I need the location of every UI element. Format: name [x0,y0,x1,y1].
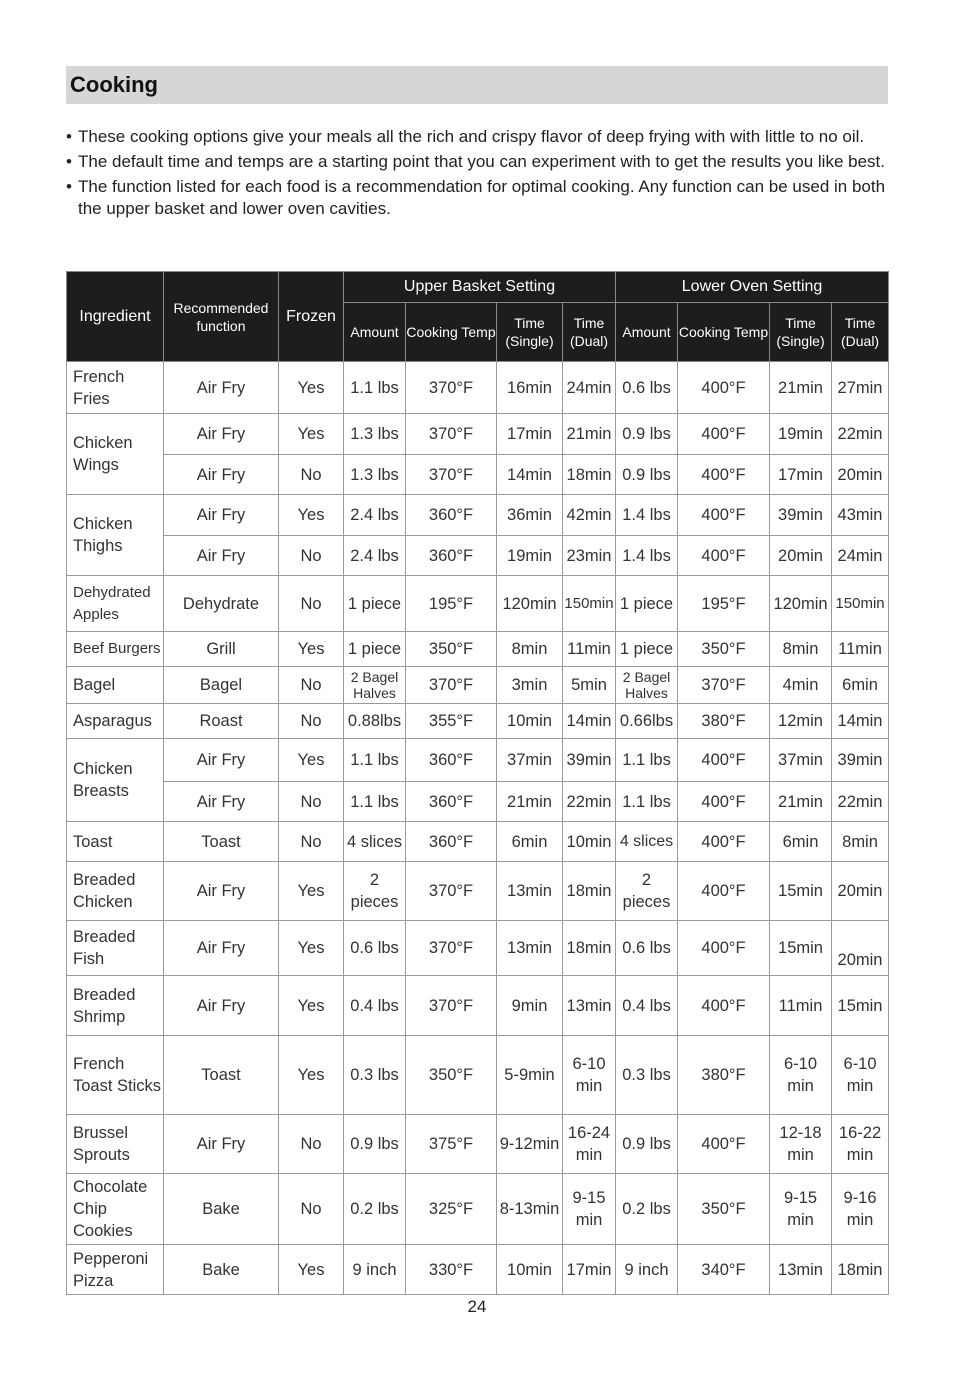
cell-upper-time-dual: 10min [563,822,616,862]
cell-upper-time-dual: 42min [563,495,616,536]
cell-lower-amount: 0.6 lbs [616,362,678,414]
cell-lower-amount: 1.1 lbs [616,782,678,822]
cell-lower-temp: 400°F [678,782,770,822]
cell-upper-time-single: 6min [497,822,563,862]
cell-upper-time-single: 5-9min [497,1036,563,1115]
cell-frozen: No [279,822,344,862]
cell-lower-amount: 1.1 lbs [616,739,678,782]
cell-lower-temp: 400°F [678,536,770,576]
cell-lower-time-single: 19min [770,414,832,455]
cell-function: Bagel [164,667,279,704]
cell-lower-time-dual: 43min [832,495,889,536]
cell-lower-time-single: 15min [770,921,832,976]
cell-function: Air Fry [164,1115,279,1174]
table-row [67,667,889,704]
cell-upper-amount: 0.3 lbs [344,1036,406,1115]
table-row [67,704,889,739]
header-upper-temp: Cooking Temp [406,303,497,362]
cell-upper-time-dual: 9-15 min [563,1174,616,1245]
bullet-item: • The function listed for each food is a recommendation for optimal cooking. Any function can be used in both the upper basket and lower oven cavities. [66,176,896,220]
cell-upper-temp: 360°F [406,782,497,822]
cell-lower-amount: 4 slices [616,822,678,862]
header-lower-temp: Cooking Temp [678,303,770,362]
cell-upper-amount: 0.6 lbs [344,921,406,976]
cell-lower-time-single: 6-10 min [770,1036,832,1115]
cell-lower-time-single: 9-15 min [770,1174,832,1245]
cell-lower-time-dual: 22min [832,414,889,455]
header-frozen: Frozen [279,272,344,362]
cell-upper-time-dual: 18min [563,862,616,921]
cell-frozen: No [279,704,344,739]
cell-lower-time-single: 6min [770,822,832,862]
cell-function: Toast [164,822,279,862]
cell-lower-temp: 195°F [678,576,770,632]
cell-upper-amount: 1.1 lbs [344,782,406,822]
cell-lower-amount: 0.9 lbs [616,1115,678,1174]
cell-ingredient: Breaded Shrimp [67,976,164,1036]
cell-ingredient: Breaded Fish [67,921,164,976]
cell-ingredient: Chicken Wings [67,414,164,495]
cell-upper-amount: 4 slices [344,822,406,862]
cell-lower-amount: 0.3 lbs [616,1036,678,1115]
table-row [67,455,889,495]
cell-lower-time-single: 15min [770,862,832,921]
table-row [67,782,889,822]
cell-lower-time-single: 37min [770,739,832,782]
cell-frozen: Yes [279,1245,344,1295]
cell-upper-amount: 1 piece [344,632,406,667]
cell-upper-amount: 1.3 lbs [344,455,406,495]
page-title: Cooking [70,72,158,97]
cell-function: Grill [164,632,279,667]
cell-upper-temp: 370°F [406,862,497,921]
table-row [67,576,889,632]
cell-upper-amount: 2 pieces [344,862,406,921]
header-lower-time-single: Time (Single) [770,303,832,362]
header-ingredient: Ingredient [67,272,164,362]
cell-upper-temp: 370°F [406,976,497,1036]
cell-lower-temp: 370°F [678,667,770,704]
cell-lower-time-dual: 18min [832,1245,889,1295]
cell-lower-time-dual: 11min [832,632,889,667]
cell-lower-temp: 400°F [678,495,770,536]
cell-upper-temp: 350°F [406,1036,497,1115]
cell-upper-temp: 360°F [406,495,497,536]
cell-upper-time-single: 14min [497,455,563,495]
cell-lower-amount: 1.4 lbs [616,495,678,536]
cell-function: Air Fry [164,739,279,782]
cell-upper-amount: 1.1 lbs [344,362,406,414]
cell-frozen: Yes [279,739,344,782]
table-row [67,862,889,921]
cell-lower-time-single: 12-18 min [770,1115,832,1174]
cell-function: Bake [164,1245,279,1295]
cell-function: Air Fry [164,976,279,1036]
cell-upper-time-dual: 22min [563,782,616,822]
cell-lower-temp: 350°F [678,632,770,667]
cell-lower-time-single: 13min [770,1245,832,1295]
intro-bullet-list [66,126,896,223]
cell-ingredient: Chocolate Chip Cookies [67,1174,164,1245]
header-upper-basket: Upper Basket Setting [344,272,616,303]
cell-lower-temp: 400°F [678,976,770,1036]
cell-lower-time-dual: 24min [832,536,889,576]
cell-function: Air Fry [164,455,279,495]
cell-lower-amount: 0.2 lbs [616,1174,678,1245]
cell-ingredient: Chicken Thighs [67,495,164,576]
cell-upper-time-single: 17min [497,414,563,455]
cell-upper-amount: 1 piece [344,576,406,632]
cell-upper-temp: 370°F [406,455,497,495]
cell-lower-temp: 380°F [678,1036,770,1115]
table-row [67,976,889,1036]
cell-upper-temp: 330°F [406,1245,497,1295]
cell-upper-amount: 1.3 lbs [344,414,406,455]
cell-lower-temp: 400°F [678,739,770,782]
cell-function: Air Fry [164,536,279,576]
table-row [67,536,889,576]
cell-lower-time-single: 12min [770,704,832,739]
cell-upper-temp: 370°F [406,362,497,414]
cell-frozen: Yes [279,1036,344,1115]
table-row [67,921,889,976]
cell-lower-time-dual: 6-10 min [832,1036,889,1115]
cell-upper-time-single: 21min [497,782,563,822]
cell-upper-time-dual: 39min [563,739,616,782]
cell-upper-time-single: 37min [497,739,563,782]
cell-lower-time-dual: 20min [832,921,889,976]
cell-lower-time-dual: 9-16 min [832,1174,889,1245]
cell-lower-temp: 340°F [678,1245,770,1295]
cell-upper-temp: 195°F [406,576,497,632]
cell-function: Bake [164,1174,279,1245]
cell-upper-temp: 375°F [406,1115,497,1174]
cell-lower-amount: 9 inch [616,1245,678,1295]
cell-lower-amount: 0.4 lbs [616,976,678,1036]
table-row [67,1174,889,1245]
cell-lower-time-dual: 6min [832,667,889,704]
cell-upper-time-single: 10min [497,1245,563,1295]
cell-lower-amount: 0.6 lbs [616,921,678,976]
table-row [67,1115,889,1174]
cell-lower-amount: 0.9 lbs [616,414,678,455]
table-row [67,1245,889,1295]
cell-function: Air Fry [164,414,279,455]
cell-upper-time-dual: 16-24 min [563,1115,616,1174]
cell-function: Air Fry [164,921,279,976]
cell-frozen: No [279,1174,344,1245]
cell-frozen: Yes [279,976,344,1036]
cell-lower-time-dual: 22min [832,782,889,822]
cell-upper-temp: 370°F [406,414,497,455]
cell-ingredient: French Toast Sticks [67,1036,164,1115]
cell-ingredient: Toast [67,822,164,862]
cell-frozen: No [279,576,344,632]
cell-frozen: No [279,667,344,704]
cell-lower-time-single: 11min [770,976,832,1036]
cell-upper-time-dual: 13min [563,976,616,1036]
cell-upper-time-dual: 150min [563,576,616,632]
cell-lower-amount: 1 piece [616,632,678,667]
cell-lower-amount: 0.66lbs [616,704,678,739]
cell-upper-time-single: 19min [497,536,563,576]
section-title-bar [66,66,888,104]
cell-upper-time-dual: 18min [563,921,616,976]
cell-upper-time-dual: 24min [563,362,616,414]
page-number: 24 [467,1297,487,1316]
cell-lower-temp: 400°F [678,414,770,455]
cell-upper-time-dual: 18min [563,455,616,495]
cell-upper-amount: 0.88lbs [344,704,406,739]
table-row [67,822,889,862]
cell-frozen: Yes [279,862,344,921]
cell-ingredient: Asparagus [67,704,164,739]
cell-ingredient: Bagel [67,667,164,704]
table-row [67,362,889,414]
cell-frozen: Yes [279,414,344,455]
cell-lower-temp: 380°F [678,704,770,739]
cooking-table [66,271,889,1295]
cell-lower-amount: 0.9 lbs [616,455,678,495]
cell-lower-time-single: 21min [770,362,832,414]
cell-upper-time-single: 9min [497,976,563,1036]
cell-upper-amount: 9 inch [344,1245,406,1295]
cell-lower-amount: 1 piece [616,576,678,632]
cell-lower-time-single: 4min [770,667,832,704]
cell-ingredient: Brussel Sprouts [67,1115,164,1174]
cell-lower-time-single: 17min [770,455,832,495]
cell-frozen: Yes [279,921,344,976]
cell-frozen: No [279,536,344,576]
cell-upper-amount: 2 Bagel Halves [344,667,406,704]
cell-upper-temp: 355°F [406,704,497,739]
header-upper-time-dual: Time (Dual) [563,303,616,362]
cell-upper-temp: 325°F [406,1174,497,1245]
cell-upper-time-single: 13min [497,862,563,921]
cell-lower-time-single: 21min [770,782,832,822]
cell-lower-time-dual: 20min [832,455,889,495]
cell-upper-time-dual: 6-10 min [563,1036,616,1115]
cell-function: Dehydrate [164,576,279,632]
cell-upper-time-single: 13min [497,921,563,976]
cell-lower-time-dual: 27min [832,362,889,414]
cell-lower-time-dual: 150min [832,576,889,632]
cell-ingredient: French Fries [67,362,164,414]
cell-upper-time-dual: 21min [563,414,616,455]
cell-ingredient: Chicken Breasts [67,739,164,822]
header-lower-oven: Lower Oven Setting [616,272,889,303]
cell-upper-temp: 370°F [406,667,497,704]
cell-frozen: Yes [279,495,344,536]
cell-function: Air Fry [164,862,279,921]
table-row [67,414,889,455]
cell-upper-time-dual: 23min [563,536,616,576]
header-function: Recommended function [164,272,279,362]
cell-frozen: Yes [279,362,344,414]
cell-function: Air Fry [164,495,279,536]
cell-upper-time-single: 16min [497,362,563,414]
cell-upper-amount: 0.4 lbs [344,976,406,1036]
cell-upper-time-single: 8-13min [497,1174,563,1245]
cell-lower-time-dual: 39min [832,739,889,782]
table-row [67,739,889,782]
cell-lower-temp: 400°F [678,1115,770,1174]
cell-upper-time-dual: 11min [563,632,616,667]
cell-upper-temp: 360°F [406,536,497,576]
cell-lower-amount: 2 pieces [616,862,678,921]
cell-lower-temp: 400°F [678,862,770,921]
cell-lower-temp: 400°F [678,822,770,862]
cell-upper-amount: 2.4 lbs [344,536,406,576]
cell-upper-time-single: 9-12min [497,1115,563,1174]
cell-upper-temp: 370°F [406,921,497,976]
cell-upper-time-single: 10min [497,704,563,739]
cell-upper-time-single: 120min [497,576,563,632]
cell-lower-temp: 400°F [678,455,770,495]
table-row [67,1036,889,1115]
cell-upper-time-single: 36min [497,495,563,536]
cell-function: Air Fry [164,362,279,414]
header-lower-amount: Amount [616,303,678,362]
cell-lower-temp: 400°F [678,921,770,976]
cell-upper-time-single: 8min [497,632,563,667]
bullet-item: • These cooking options give your meals all the rich and crispy flavor of deep frying with with little to no oil. [66,126,896,148]
table-row [67,632,889,667]
cell-frozen: Yes [279,632,344,667]
header-lower-time-dual: Time (Dual) [832,303,889,362]
cell-upper-temp: 350°F [406,632,497,667]
cell-lower-time-dual: 14min [832,704,889,739]
cell-ingredient: Pepperoni Pizza [67,1245,164,1295]
cell-lower-time-single: 39min [770,495,832,536]
cell-upper-time-dual: 14min [563,704,616,739]
bullet-item: • The default time and temps are a starting point that you can experiment with to get the results you like best. [66,151,896,173]
cell-lower-temp: 400°F [678,362,770,414]
cell-upper-temp: 360°F [406,822,497,862]
cell-ingredient: Breaded Chicken [67,862,164,921]
cell-lower-time-dual: 8min [832,822,889,862]
cell-frozen: No [279,1115,344,1174]
cell-upper-time-dual: 17min [563,1245,616,1295]
cell-function: Toast [164,1036,279,1115]
cell-lower-amount: 1.4 lbs [616,536,678,576]
cell-ingredient: Dehydrated Apples [67,576,164,632]
header-upper-amount: Amount [344,303,406,362]
cell-frozen: No [279,455,344,495]
header-upper-time-single: Time (Single) [497,303,563,362]
cell-lower-temp: 350°F [678,1174,770,1245]
cell-frozen: No [279,782,344,822]
cell-ingredient: Beef Burgers [67,632,164,667]
cell-lower-time-single: 20min [770,536,832,576]
cell-function: Air Fry [164,782,279,822]
cell-upper-time-single: 3min [497,667,563,704]
cell-lower-time-dual: 20min [832,862,889,921]
cell-lower-time-single: 120min [770,576,832,632]
cell-upper-temp: 360°F [406,739,497,782]
cell-upper-time-dual: 5min [563,667,616,704]
cell-upper-amount: 0.9 lbs [344,1115,406,1174]
cell-upper-amount: 1.1 lbs [344,739,406,782]
cell-lower-time-dual: 15min [832,976,889,1036]
cell-upper-amount: 0.2 lbs [344,1174,406,1245]
cell-lower-time-single: 8min [770,632,832,667]
cell-lower-time-dual: 16-22 min [832,1115,889,1174]
cell-function: Roast [164,704,279,739]
table-row [67,495,889,536]
cell-upper-amount: 2.4 lbs [344,495,406,536]
cell-lower-amount: 2 Bagel Halves [616,667,678,704]
